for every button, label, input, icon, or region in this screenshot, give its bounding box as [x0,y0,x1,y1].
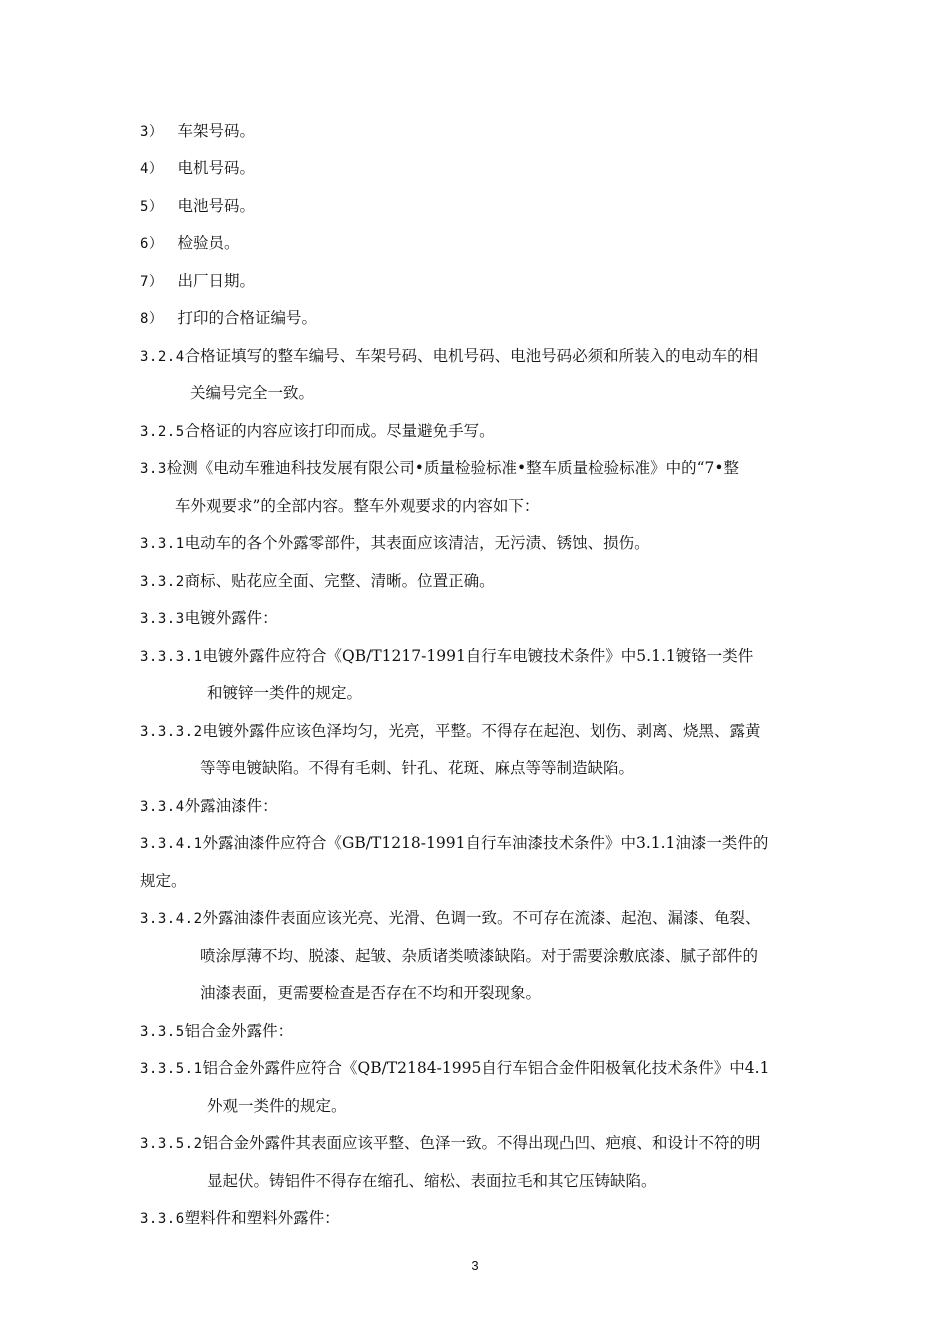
clause-3-3-5: 3.3.5铝合金外露件： [140,1022,294,1040]
list-item-8: 8） 打印的合格证编号。 [140,309,317,327]
clause-3-2-5: 3.2.5合格证的内容应该打印而成。尽量避免手写。 [140,422,495,440]
clause-3-3-4: 3.3.4外露油漆件： [140,797,278,815]
clause-3-3-2: 3.3.2商标、贴花应全面、完整、清晰。位置正确。 [140,572,495,590]
clause-3-2-4-cont: 关编号完全一致。 [190,384,315,402]
clause-3-3-6: 3.3.6塑料件和塑料外露件： [140,1209,340,1227]
page-number: 3 [471,1258,479,1273]
clause-3-3-5-2-cont: 显起伏。铸铝件不得存在缩孔、缩松、表面拉毛和其它压铸缺陷。 [207,1172,657,1190]
clause-3-3-4-1: 3.3.4.1外露油漆件应符合《GB/T1218-1991自行车油漆技术条件》中3.1.1油漆一类件的 [140,834,769,852]
clause-3-3-3-2-cont: 等等电镀缺陷。不得有毛刺、针孔、花斑、麻点等等制造缺陷。 [200,759,635,777]
clause-3-3-4-1-cont: 规定。 [140,872,187,890]
list-item-4: 4） 电机号码。 [140,159,255,177]
clause-3-3-cont: 车外观要求”的全部内容。整车外观要求的内容如下： [175,497,540,515]
list-item-5: 5） 电池号码。 [140,197,255,215]
clause-3-3-3-1: 3.3.3.1电镀外露件应符合《QB/T1217-1991自行车电镀技术条件》中5.1.1镀铬一类件 [140,647,754,665]
list-item-7: 7） 出厂日期。 [140,272,255,290]
clause-3-3-5-2: 3.3.5.2铝合金外露件其表面应该平整、色泽一致。不得出现凸凹、疤痕、和设计不符的明 [140,1134,761,1152]
clause-3-3-3-1-cont: 和镀锌一类件的规定。 [207,684,363,702]
clause-3-3-5-1: 3.3.5.1铝合金外露件应符合《QB/T2184-1995自行车铝合金件阳极氧化技术条件》中4.1 [140,1059,770,1077]
list-item-6: 6） 检验员。 [140,234,240,252]
clause-3-3-1: 3.3.1电动车的各个外露零部件，其表面应该清洁，无污渍、锈蚀、损伤。 [140,534,650,552]
clause-3-3-3: 3.3.3电镀外露件： [140,609,278,627]
clause-3-3-5-1-cont: 外观一类件的规定。 [207,1097,347,1115]
clause-3-3-3-2: 3.3.3.2电镀外露件应该色泽均匀，光亮，平整。不得存在起泡、划伤、剥离、烧黑、露黄 [140,722,761,740]
clause-3-3: 3.3检测《电动车雅迪科技发展有限公司•质量检验标准•整车质量检验标准》中的“7•整 [140,459,740,477]
clause-3-2-4: 3.2.4合格证填写的整车编号、车架号码、电机号码、电池号码必须和所装入的电动车的相 [140,347,759,365]
clause-3-3-4-2: 3.3.4.2外露油漆件表面应该光亮、光滑、色调一致。不可存在流漆、起泡、漏漆、龟裂、 [140,909,761,927]
list-item-3: 3） 车架号码。 [140,122,255,140]
clause-3-3-4-2-cont-1: 喷涂厚薄不均、脱漆、起皱、杂质诸类喷漆缺陷。对于需要涂敷底漆、腻子部件的 [200,947,759,965]
clause-3-3-4-2-cont-2: 油漆表面，更需要检查是否存在不均和开裂现象。 [200,984,542,1002]
